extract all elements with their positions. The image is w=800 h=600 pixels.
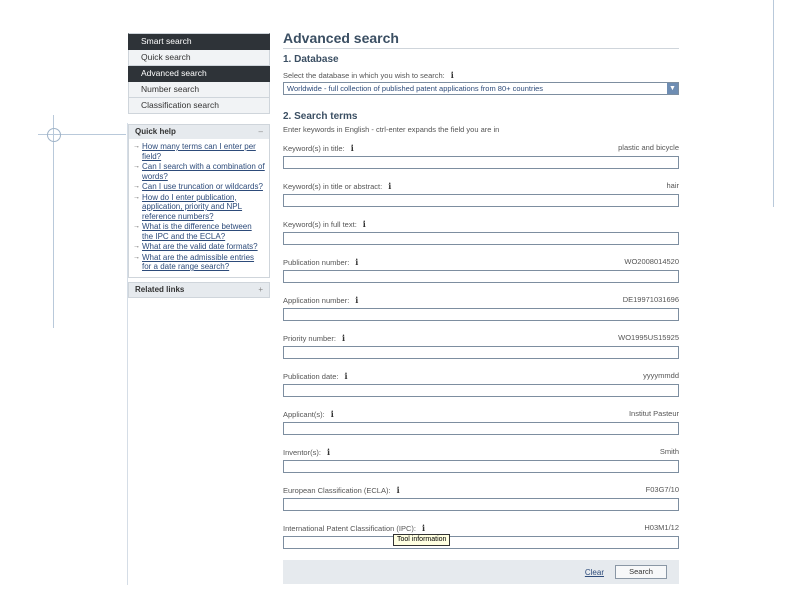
- field-ecla: [283, 485, 679, 511]
- help-link[interactable]: Can I search with a combination of words?: [142, 162, 265, 181]
- field-inventor: [283, 447, 679, 473]
- field-label: [283, 295, 358, 306]
- info-icon[interactable]: i: [355, 257, 359, 267]
- info-icon[interactable]: i: [396, 485, 400, 495]
- info-icon[interactable]: i: [421, 523, 426, 533]
- field-label-text: Keyword(s) in title or abstract:: [283, 182, 383, 191]
- database-prompt-text: Select the database in which you wish to search:: [283, 71, 445, 80]
- main-content: [283, 30, 679, 549]
- ipc-input[interactable]: [283, 536, 679, 549]
- publication-number-input[interactable]: [283, 270, 679, 283]
- keyword-title-abstract-input[interactable]: [283, 194, 679, 207]
- field-label: [283, 447, 330, 458]
- clear-link[interactable]: Clear: [584, 568, 604, 577]
- field-label-row: [283, 257, 679, 268]
- field-label-text: Priority number:: [283, 334, 336, 343]
- field-priority-number: [283, 333, 679, 359]
- keyword-title-input[interactable]: [283, 156, 679, 169]
- nav-quick-search[interactable]: Quick search: [128, 50, 270, 66]
- field-label: [283, 181, 391, 192]
- field-example: WO1995US15925: [618, 333, 679, 342]
- field-label-row: [283, 333, 679, 344]
- info-icon[interactable]: i: [344, 371, 348, 381]
- field-label: [283, 485, 400, 496]
- info-icon[interactable]: i: [355, 295, 359, 305]
- field-label-text: Keyword(s) in title:: [283, 144, 345, 153]
- nav-advanced-search[interactable]: Advanced search: [128, 66, 270, 82]
- quick-help-panel: [128, 124, 270, 278]
- field-label: [283, 409, 334, 420]
- arrow-right-icon: →: [133, 223, 140, 230]
- help-item: [133, 182, 265, 192]
- help-item: [133, 142, 265, 161]
- field-applicant: [283, 409, 679, 435]
- help-link[interactable]: What is the difference between the IPC and the ECLA?: [142, 222, 252, 241]
- info-icon[interactable]: i: [450, 70, 454, 80]
- help-item: [133, 162, 265, 181]
- expand-icon[interactable]: +: [258, 284, 263, 294]
- info-icon[interactable]: i: [350, 143, 354, 153]
- field-label-row: [283, 219, 679, 230]
- arrow-right-icon: →: [133, 143, 140, 150]
- field-label-row: [283, 409, 679, 420]
- field-example: Institut Pasteur: [628, 409, 679, 418]
- page-title: Advanced search: [283, 30, 679, 49]
- field-label-text: Publication date:: [283, 372, 339, 381]
- info-icon[interactable]: i: [341, 333, 345, 343]
- field-title-abstract: [283, 181, 679, 207]
- info-icon[interactable]: i: [362, 219, 366, 229]
- database-select[interactable]: [283, 82, 679, 95]
- field-label-row: [283, 371, 679, 382]
- field-label-text: Application number:: [283, 296, 350, 305]
- help-link[interactable]: Can I use truncation or wildcards?: [142, 182, 263, 191]
- arrow-right-icon: →: [133, 253, 140, 261]
- info-icon[interactable]: i: [326, 447, 330, 457]
- action-bar: [283, 560, 679, 584]
- field-label: [283, 143, 354, 154]
- related-links-panel: [128, 282, 270, 298]
- collapse-icon[interactable]: –: [258, 127, 263, 136]
- nav-smart-search[interactable]: Smart search: [128, 33, 270, 50]
- help-link[interactable]: How many terms can I enter per field?: [142, 142, 256, 161]
- search-terms-heading: 2. Search terms: [283, 111, 358, 122]
- field-example: H03M1/12: [644, 523, 679, 532]
- field-full-text: [283, 219, 679, 245]
- quick-help-header[interactable]: [129, 125, 269, 139]
- arrow-right-icon: →: [133, 163, 140, 170]
- nav-number-search[interactable]: Number search: [128, 82, 270, 98]
- nav-classification-search[interactable]: Classification search: [128, 98, 270, 114]
- keyword-full-text-input[interactable]: [283, 232, 679, 245]
- field-ipc: [283, 523, 679, 549]
- field-publication-number: [283, 257, 679, 283]
- field-label: [283, 219, 366, 230]
- field-label-text: International Patent Classification (IPC):: [283, 524, 416, 533]
- help-item: [133, 242, 265, 252]
- application-number-input[interactable]: [283, 308, 679, 321]
- quick-help-title: Quick help: [135, 127, 176, 136]
- guide-line-right: [773, 0, 774, 207]
- field-label-row: [283, 447, 679, 458]
- field-label: [283, 257, 358, 268]
- field-label-text: European Classification (ECLA):: [283, 486, 391, 495]
- publication-date-input[interactable]: [283, 384, 679, 397]
- priority-number-input[interactable]: [283, 346, 679, 359]
- field-label: [283, 371, 348, 382]
- info-icon[interactable]: i: [388, 181, 392, 191]
- field-label-row: [283, 523, 679, 534]
- sidebar: [128, 33, 270, 298]
- field-application-number: [283, 295, 679, 321]
- field-label-row: [283, 143, 679, 154]
- search-terms-hint: Enter keywords in English - ctrl-enter expands the field you are in: [283, 125, 500, 134]
- field-example: hair: [666, 181, 679, 190]
- help-item: [133, 193, 265, 222]
- arrow-right-icon: →: [133, 243, 140, 250]
- field-example: DE19971031696: [622, 295, 679, 304]
- field-label-text: Keyword(s) in full text:: [283, 220, 357, 229]
- field-example: yyyymmdd: [643, 371, 679, 380]
- database-prompt: [283, 70, 679, 80]
- guide-line-left: [53, 115, 54, 328]
- field-publication-date: [283, 371, 679, 397]
- help-item: [133, 253, 265, 272]
- info-icon[interactable]: i: [330, 409, 334, 419]
- search-button[interactable]: Search: [615, 565, 667, 579]
- arrow-right-icon: →: [133, 193, 140, 201]
- field-example: Smith: [659, 447, 679, 456]
- ecla-input[interactable]: [283, 498, 679, 511]
- field-example: plastic and bicycle: [618, 143, 679, 152]
- crosshair-circle-icon: [47, 128, 61, 142]
- field-label-text: Publication number:: [283, 258, 350, 267]
- field-example: F03G7/10: [645, 485, 679, 494]
- related-links-header[interactable]: [129, 283, 269, 297]
- field-label: [283, 523, 425, 534]
- field-label-row: [283, 485, 679, 496]
- field-label-text: Applicant(s):: [283, 410, 325, 419]
- field-example: WO2008014520: [624, 257, 679, 266]
- related-links-title: Related links: [135, 284, 185, 294]
- help-item: [133, 222, 265, 241]
- help-link[interactable]: How do I enter publication, application, priority and NPL reference numbers?: [142, 192, 243, 221]
- applicant-input[interactable]: [283, 422, 679, 435]
- field-label-row: [283, 181, 679, 192]
- quick-help-list: [129, 139, 269, 277]
- chevron-down-icon[interactable]: ▼: [667, 83, 678, 94]
- database-selected-value: Worldwide - full collection of published patent applications from 80+ countries: [287, 84, 544, 93]
- inventor-input[interactable]: [283, 460, 679, 473]
- arrow-right-icon: →: [133, 183, 140, 190]
- field-label: [283, 333, 345, 344]
- help-link[interactable]: What are the valid date formats?: [142, 242, 258, 251]
- field-label-text: Inventor(s):: [283, 448, 321, 457]
- help-link[interactable]: What are the admissible entries for a date range search?: [142, 252, 255, 271]
- field-title: [283, 143, 679, 169]
- tooltip: Tool information: [393, 534, 450, 546]
- database-heading: 1. Database: [283, 54, 339, 65]
- field-label-row: [283, 295, 679, 306]
